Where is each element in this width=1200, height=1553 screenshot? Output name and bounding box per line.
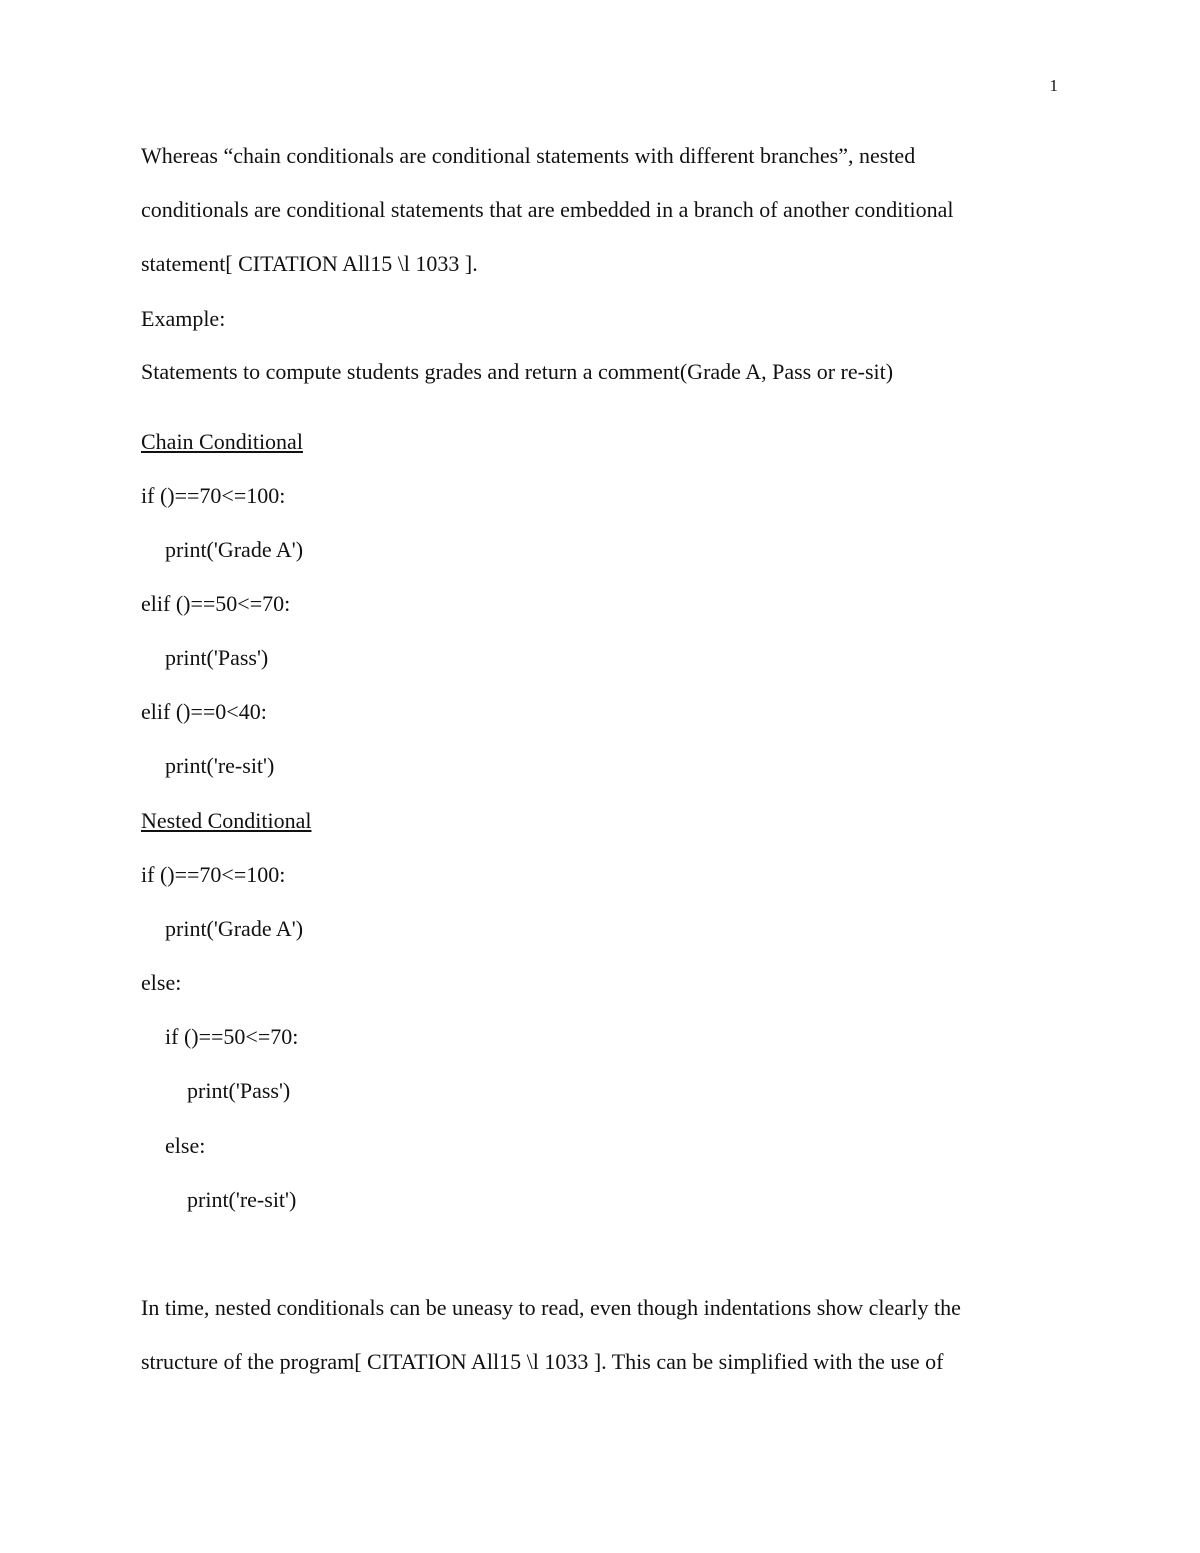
nested-code-line: print('re-sit') <box>187 1187 297 1212</box>
nested-code-line: if ()==70<=100: <box>141 862 286 887</box>
chain-code-line: if ()==70<=100: <box>141 483 286 508</box>
intro-line-1: Whereas “chain conditionals are conditional statements with different branches”, nested <box>141 143 916 168</box>
closing-line-2: structure of the program[ CITATION All15 \l 1033 ]. This can be simplified with the use of <box>141 1349 944 1374</box>
chain-code-line: elif ()==50<=70: <box>141 591 291 616</box>
closing-line-1: In time, nested conditionals can be uneasy to read, even though indentations show clearly the <box>141 1295 961 1320</box>
chain-conditional-heading: Chain Conditional <box>141 429 303 454</box>
example-description: Statements to compute students grades and return a comment(Grade A, Pass or re-sit) <box>141 359 894 384</box>
intro-line-3: statement[ CITATION All15 \l 1033 ]. <box>141 251 478 276</box>
chain-code-line: print('Pass') <box>165 645 269 670</box>
nested-code-line: else: <box>141 970 182 995</box>
nested-code-line: print('Pass') <box>187 1078 291 1103</box>
nested-conditional-heading: Nested Conditional <box>141 808 312 833</box>
chain-code-line: print('re-sit') <box>165 753 275 778</box>
nested-code-line: else: <box>165 1133 206 1158</box>
nested-code-line: print('Grade A') <box>165 916 304 941</box>
chain-code-line: print('Grade A') <box>165 537 304 562</box>
chain-code-line: elif ()==0<40: <box>141 699 267 724</box>
example-label: Example: <box>141 306 226 331</box>
intro-line-2: conditionals are conditional statements that are embedded in a branch of another conditional <box>141 197 954 222</box>
nested-code-line: if ()==50<=70: <box>165 1024 299 1049</box>
page-number: 1 <box>1049 76 1058 95</box>
